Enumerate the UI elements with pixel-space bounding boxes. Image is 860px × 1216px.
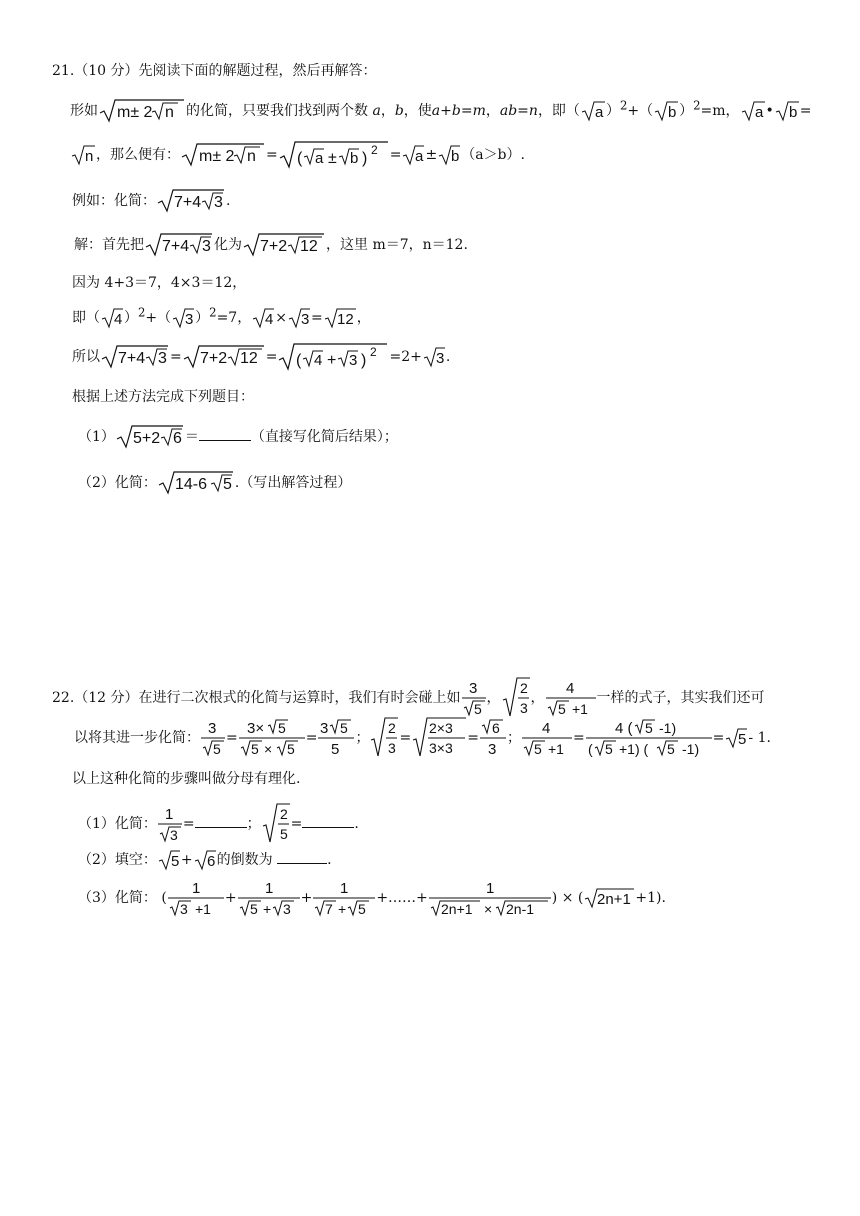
svg-text:m± 2: m± 2 [199, 148, 235, 165]
svg-text:6: 6 [491, 720, 500, 736]
frac-1-over-sqrt2n1-x-sqrt2n-1 [428, 878, 552, 918]
q21-solution: 解：首先把 7+4 3 化为 7+2 12 ，这里 m＝7，n＝12. [74, 232, 468, 258]
svg-text:3: 3 [388, 740, 397, 756]
svg-text:7+2: 7+2 [199, 350, 227, 367]
frac-sqrt6-over-3 [479, 718, 507, 758]
svg-text:3: 3 [185, 311, 194, 328]
svg-text:3: 3 [214, 194, 223, 211]
svg-text:+: + [262, 901, 271, 917]
q22-line-2: 以将其进一步化简： 3 5 = 3× 5 5 × 5 = 3 5 5 ； 2 3 = 2×3 3×3 = 6 3 ； 4 5 +1 = 4 ( 5 -1) ( 5 +1) ( 5 -1) = 5 - 1. [74, 716, 771, 760]
svg-text:5: 5 [533, 741, 542, 757]
sqrt-12 [323, 306, 357, 330]
svg-text:3: 3 [179, 901, 188, 917]
svg-text:3×3: 3×3 [429, 740, 453, 756]
frac-1-over-sqrt3 [157, 804, 183, 844]
svg-text:7+4: 7+4 [174, 194, 202, 211]
sqrt-a [401, 143, 425, 167]
sqrt-n [70, 143, 96, 167]
q21-number: 21. [52, 63, 75, 79]
sqrt-m-pm-2sqrt-n [98, 98, 186, 124]
q22-line-3: 以上这种化简的步骤叫做分母有理化. [72, 771, 301, 787]
sqrt-sq-sum-4-3 [277, 342, 389, 372]
sqrt-m-pm-2sqrt-n [180, 142, 266, 168]
svg-text:5: 5 [557, 701, 566, 717]
svg-text:×: × [483, 901, 492, 917]
q22-sub3: （3）化简： ( 1 3 +1 + 1 5 + 3 + 1 7 + 5 +……+ 1 2n+1 × 2n-1 ) × ( 2n+1 +1). [78, 880, 666, 917]
svg-text:5: 5 [279, 826, 288, 842]
svg-text:3: 3 [320, 720, 329, 737]
svg-text:5: 5 [277, 720, 286, 736]
sqrt-4 [100, 306, 124, 330]
svg-text:2: 2 [388, 720, 397, 736]
svg-text:±: ± [327, 150, 337, 167]
sqrt-b [437, 143, 461, 167]
sqrt-5-plus-2sqrt6 [115, 424, 185, 450]
svg-text:+1) (: +1) ( [618, 741, 648, 757]
svg-text:6: 6 [172, 430, 182, 447]
sqrt-sq-sum [278, 140, 390, 170]
sqrt-3 [171, 306, 195, 330]
sqrt-b [774, 99, 800, 123]
svg-text:3: 3 [435, 350, 445, 367]
q21-score: （10 分） [74, 63, 139, 79]
svg-text:5: 5 [340, 720, 349, 736]
svg-text:5: 5 [604, 741, 613, 757]
frac-3-over-sqrt5 [200, 718, 226, 758]
svg-text:b: b [668, 104, 677, 121]
svg-text:7: 7 [325, 901, 334, 917]
svg-text:5: 5 [222, 476, 232, 493]
svg-text:m± 2: m± 2 [117, 104, 153, 121]
q22-score: （12 分） [74, 690, 139, 706]
svg-text:b: b [349, 150, 359, 167]
svg-text:2n+1: 2n+1 [440, 901, 473, 917]
svg-text:-1): -1) [658, 720, 676, 736]
sqrt-a [580, 99, 606, 123]
svg-text:-1): -1) [681, 741, 699, 757]
svg-text:4: 4 [541, 720, 551, 737]
svg-text:5: 5 [738, 731, 747, 748]
frac-4-over-sqrt5-plus-1 [521, 718, 573, 758]
frac-4-over-sqrt5-plus-1 [545, 678, 597, 718]
svg-text:3: 3 [169, 827, 178, 843]
q21-according: 根据上述方法完成下列题目： [72, 389, 254, 405]
answer-blank[interactable] [302, 827, 354, 828]
svg-text:12: 12 [336, 311, 354, 328]
svg-text:2×3: 2×3 [429, 720, 453, 736]
sqrt-2-over-3 [369, 716, 399, 760]
svg-text:1: 1 [264, 880, 273, 897]
q21-ji: 即（ 4 ）$^2$+（ 3 ）$^2$=7， 4 × 3 = 12 ， [72, 305, 371, 328]
svg-text:3: 3 [468, 680, 477, 697]
q21-sub1: （1） 5+2 6 ＝ （直接写化简后结果）； [78, 424, 398, 450]
sqrt-6 [193, 848, 217, 872]
svg-text:b: b [451, 148, 460, 165]
svg-text:2: 2 [370, 143, 378, 157]
q22-header: 22.（12 分）在进行二次根式的化简与运算时，我们有时会碰上如 3 5 ， 2 3 ， 4 5 +1 一样的式子，其实我们还可 [52, 676, 765, 720]
svg-text:a: a [754, 104, 763, 121]
svg-text:4: 4 [314, 352, 323, 369]
sqrt-7-plus-2sqrt12 [182, 344, 266, 370]
frac-1-over-sqrt3-plus-1 [167, 878, 225, 918]
q21-because: 因为 4+3＝7，4×3＝12， [72, 275, 247, 291]
svg-text:b: b [788, 104, 798, 121]
svg-text:7+4: 7+4 [118, 350, 146, 367]
svg-text:×: × [263, 741, 272, 757]
svg-text:(: ( [296, 150, 303, 167]
svg-text:+1: +1 [194, 901, 211, 917]
sqrt-5 [157, 848, 181, 872]
svg-text:5: 5 [644, 720, 653, 736]
svg-text:3: 3 [349, 352, 358, 369]
answer-blank[interactable] [199, 440, 251, 441]
q21-example: 例如：化简： 7+4 3 . [72, 188, 230, 214]
svg-text:n: n [85, 148, 94, 165]
svg-text:2n-1: 2n-1 [505, 901, 534, 917]
sqrt-7-plus-4sqrt3 [144, 232, 214, 258]
sqrt-7-plus-4sqrt3 [156, 188, 226, 214]
svg-text:4: 4 [114, 311, 123, 328]
svg-text:7+2: 7+2 [260, 238, 288, 255]
sqrt-7-plus-2sqrt12 [242, 232, 326, 258]
frac-1-over-sqrt5-plus-sqrt3 [237, 878, 301, 918]
q21-line-1: 形如 m± 2 n 的化简，只要我们找到两个数 a，b，使a+b=m，ab=n，即（ a ）$^2$+（ b ）$^2$=m， a • b = [70, 98, 812, 124]
sqrt-2x3-over-3x3 [411, 716, 467, 760]
q22-sub2: （2）填空： 5 + 6 的倒数为 . [78, 848, 332, 872]
q21-so: 所以 7+4 3 = 7+2 12 = ( 4 + 3 ) 2 =2+ 3 . [72, 342, 450, 372]
svg-text:12: 12 [239, 350, 258, 367]
q22-number: 22. [52, 690, 75, 706]
sqrt-4 [251, 306, 275, 330]
frac-3sqrt5-over-5 [317, 718, 355, 758]
svg-text:4: 4 [265, 311, 274, 328]
answer-blank[interactable] [195, 827, 247, 828]
svg-text:3: 3 [519, 700, 528, 716]
frac-3sqrt5-over-sqrt5sqrt5 [238, 718, 306, 758]
svg-text:4 (: 4 ( [614, 720, 633, 737]
svg-text:1: 1 [191, 880, 201, 897]
svg-text:5: 5 [250, 741, 259, 757]
svg-text:+: + [338, 901, 347, 917]
svg-text:6: 6 [206, 853, 215, 870]
svg-text:5: 5 [358, 901, 367, 917]
svg-text:5+2: 5+2 [132, 430, 161, 447]
svg-text:4: 4 [565, 680, 574, 697]
q21-line-2: n ，那么便有： m± 2 n = ( a ± b ) 2 = a ± b （a＞b）. [70, 140, 525, 170]
svg-text:1: 1 [485, 880, 495, 897]
svg-text:5: 5 [286, 741, 295, 757]
sqrt-3 [422, 345, 446, 369]
svg-text:3: 3 [158, 350, 167, 367]
sqrt-3 [287, 306, 311, 330]
frac-1-over-sqrt7-plus-sqrt5 [312, 878, 376, 918]
sqrt-2-over-5 [261, 802, 291, 846]
svg-text:2n+1: 2n+1 [597, 891, 632, 908]
svg-text:a: a [594, 104, 604, 121]
sqrt-b [653, 99, 679, 123]
sqrt-2-over-3 [501, 676, 531, 720]
sqrt-7-plus-4sqrt3 [100, 344, 170, 370]
svg-text:3: 3 [487, 741, 497, 758]
svg-text:12: 12 [300, 238, 318, 255]
svg-text:14-6: 14-6 [174, 476, 207, 493]
svg-text:): ) [361, 150, 368, 167]
q21-header [52, 64, 377, 78]
svg-text:2: 2 [279, 806, 288, 822]
svg-text:5: 5 [170, 853, 180, 870]
q21-prompt: 先阅读下面的解题过程，然后再解答： [138, 63, 377, 79]
q22-sub1: （1）化简： 1 3 = ； 2 5 = . [78, 802, 359, 846]
frac-rationalized [585, 718, 713, 758]
sqrt-a [740, 99, 766, 123]
svg-text:+1: +1 [571, 701, 588, 717]
svg-text:2: 2 [519, 680, 528, 696]
svg-text:5: 5 [666, 741, 675, 757]
frac-3-over-sqrt5 [461, 678, 487, 718]
svg-text:n: n [165, 104, 174, 121]
svg-text:3×: 3× [246, 720, 264, 737]
svg-text:3: 3 [282, 901, 291, 917]
svg-text:): ) [361, 352, 367, 369]
svg-text:a: a [415, 148, 424, 165]
svg-text:+: + [327, 352, 337, 369]
svg-text:5: 5 [473, 701, 482, 717]
svg-text:(: ( [587, 741, 593, 757]
svg-text:(: ( [296, 352, 302, 369]
svg-text:3: 3 [202, 238, 211, 255]
sqrt-2n-plus-1 [583, 886, 635, 910]
sqrt-5 [724, 726, 748, 750]
sqrt-14-minus-6sqrt5 [157, 470, 235, 496]
answer-blank[interactable] [277, 863, 327, 864]
svg-text:2: 2 [370, 345, 378, 359]
svg-text:n: n [247, 148, 256, 165]
svg-text:5: 5 [331, 741, 340, 758]
svg-text:+1: +1 [547, 741, 564, 757]
svg-text:5: 5 [249, 901, 258, 917]
svg-text:a: a [314, 150, 324, 167]
q21-sub2: （2）化简： 14-6 5 .（写出解答过程） [78, 470, 351, 496]
svg-text:3: 3 [300, 311, 310, 328]
svg-text:1: 1 [340, 880, 349, 897]
svg-text:5: 5 [213, 741, 221, 757]
svg-text:3: 3 [208, 720, 217, 737]
svg-text:1: 1 [164, 806, 174, 823]
svg-text:7+4: 7+4 [162, 238, 190, 255]
